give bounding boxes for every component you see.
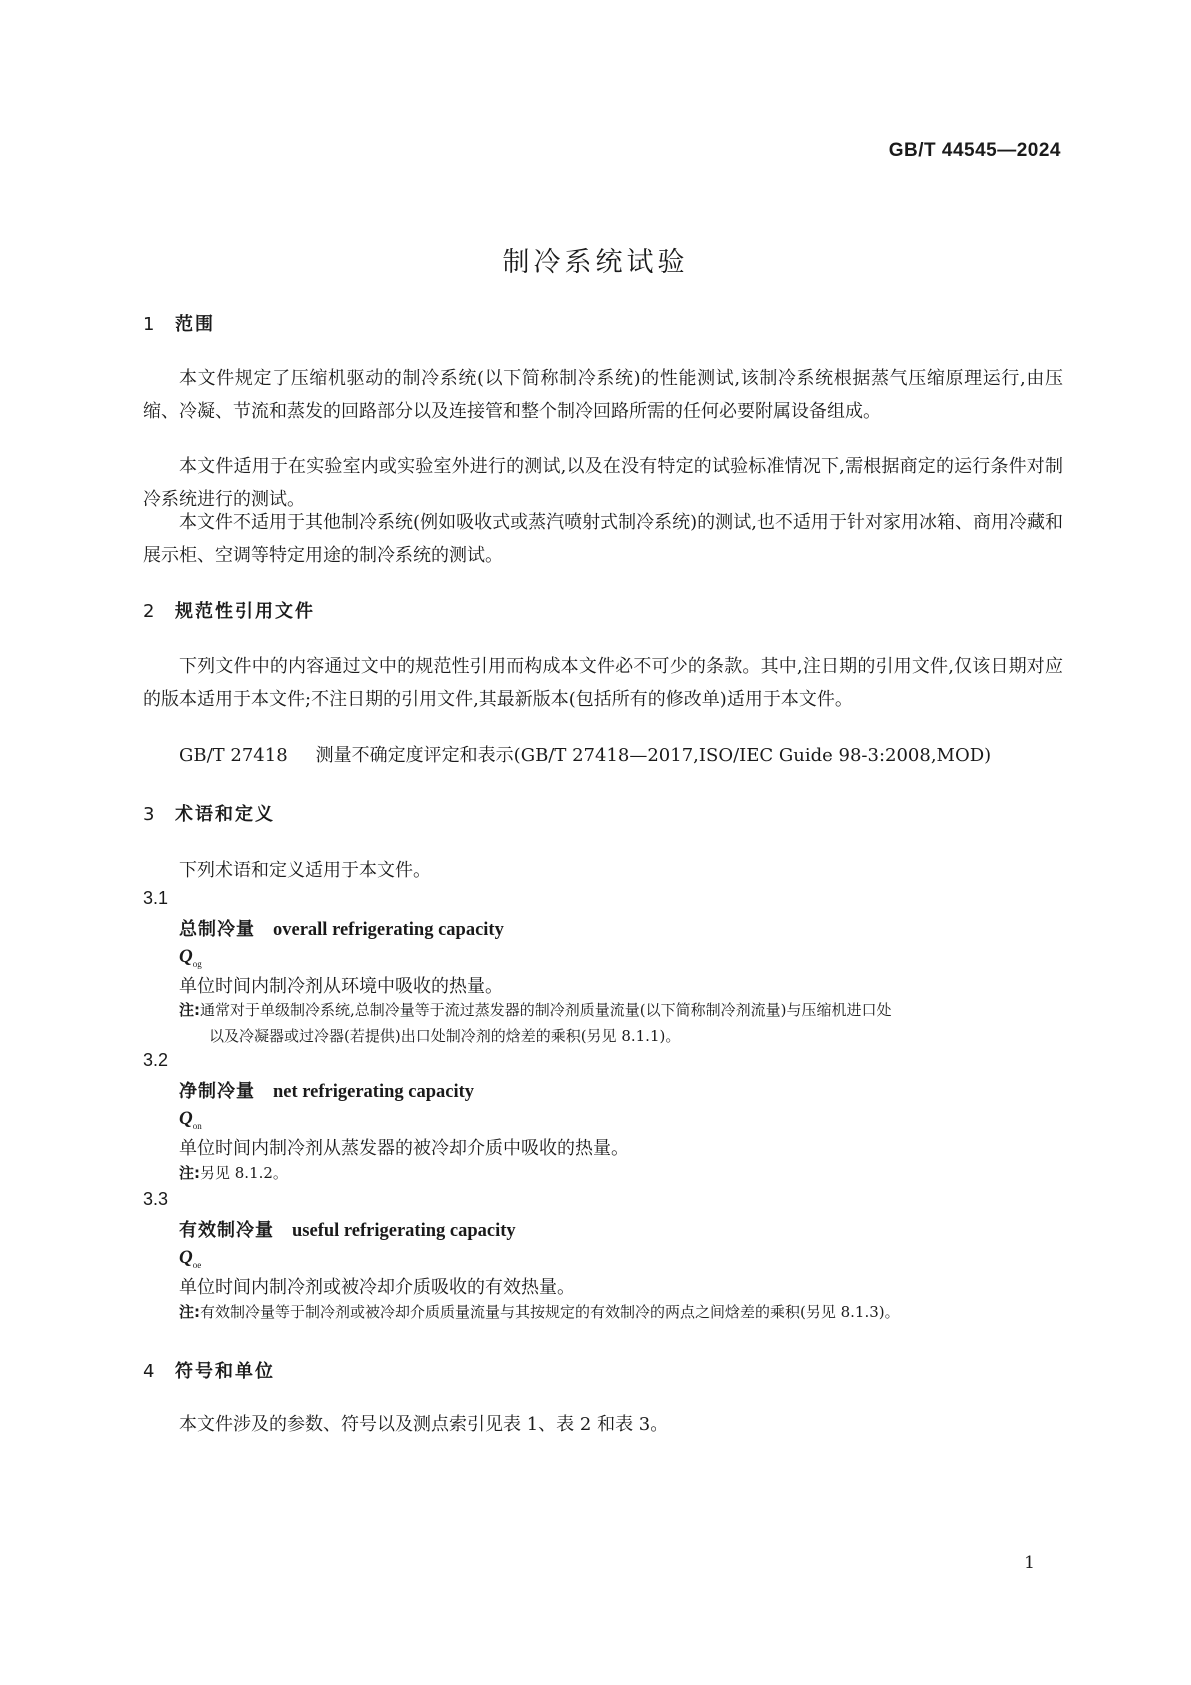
note-text-continued: 以及冷凝器或过冷器(若提供)出口处制冷剂的焓差的乘积(另见 8.1.1)。: [209, 1027, 681, 1045]
symbol-subscript: oe: [192, 1259, 202, 1270]
standard-code: GB/T 44545—2024: [888, 140, 1061, 161]
paragraph: 本文件适用于在实验室内或实验室外进行的测试,以及在没有特定的试验标准情况下,需根据商定的运行条件对制冷系统进行的测试。: [143, 456, 1063, 510]
term-en: useful refrigerating capacity: [292, 1221, 516, 1241]
note-label: 注:: [179, 1303, 200, 1321]
symbol-subscript: og: [192, 958, 202, 969]
term-note: [179, 997, 1063, 1049]
paragraph: 本文件涉及的参数、符号以及测点索引见表 1、表 2 和表 3。: [179, 1414, 669, 1435]
reference-code: GB/T 27418: [179, 745, 288, 766]
term-entry: [179, 1216, 516, 1242]
symbol-letter: Q: [179, 1108, 193, 1129]
term-zh: 净制冷量: [179, 1081, 255, 1102]
reference-title: 测量不确定度评定和表示(GB/T 27418—2017,ISO/IEC Guide 98-3:2008,MOD): [315, 745, 992, 766]
term-symbol: [179, 1247, 201, 1270]
term-definition: 单位时间内制冷剂从蒸发器的被冷却介质中吸收的热量。: [179, 1138, 629, 1159]
term-number: 3.1: [143, 888, 169, 908]
note-text: 另见 8.1.2。: [200, 1164, 288, 1182]
term-symbol: [179, 946, 202, 969]
term-entry: [179, 1077, 474, 1103]
paragraph: 本文件不适用于其他制冷系统(例如吸收式或蒸汽喷射式制冷系统)的测试,也不适用于针对家用冰箱、商用冷藏和展示柜、空调等特定用途的制冷系统的测试。: [143, 512, 1063, 566]
section-3-heading: [143, 800, 275, 826]
section-title: 符号和单位: [175, 1361, 275, 1382]
note-text: 有效制冷量等于制冷剂或被冷却介质质量流量与其按规定的有效制冷的两点之间焓差的乘积(另见 8.1.3)。: [200, 1303, 900, 1321]
paragraph: 下列术语和定义适用于本文件。: [179, 860, 431, 881]
section-1-heading: [143, 310, 215, 336]
section-title: 规范性引用文件: [175, 601, 315, 622]
normative-reference: [179, 741, 991, 767]
note-label: 注:: [179, 1164, 200, 1182]
term-entry: [179, 915, 504, 941]
note-label: 注:: [179, 1001, 200, 1019]
term-en: net refrigerating capacity: [273, 1082, 475, 1102]
term-number: 3.3: [143, 1189, 169, 1209]
section-4-heading: [143, 1357, 275, 1383]
section-title: 术语和定义: [175, 804, 275, 825]
note-text: 通常对于单级制冷系统,总制冷量等于流过蒸发器的制冷剂质量流量(以下简称制冷剂流量)与压缩机进口处: [200, 1001, 892, 1019]
section-number: 4: [143, 1361, 157, 1382]
term-note: [179, 1160, 1063, 1186]
section-number: 1: [143, 314, 157, 335]
term-en: overall refrigerating capacity: [273, 920, 504, 940]
symbol-letter: Q: [179, 1247, 193, 1268]
term-definition: 单位时间内制冷剂或被冷却介质吸收的有效热量。: [179, 1277, 575, 1298]
term-definition: 单位时间内制冷剂从环境中吸收的热量。: [179, 976, 503, 997]
section-2-heading: [143, 597, 315, 623]
paragraph: 本文件规定了压缩机驱动的制冷系统(以下简称制冷系统)的性能测试,该制冷系统根据蒸气压缩原理运行,由压缩、冷凝、节流和蒸发的回路部分以及连接管和整个制冷回路所需的任何必要附属设备组成。: [143, 368, 1063, 422]
term-zh: 有效制冷量: [179, 1220, 274, 1241]
page-title: 制冷系统试验: [502, 247, 689, 278]
term-zh: 总制冷量: [179, 919, 255, 940]
paragraph: 下列文件中的内容通过文中的规范性引用而构成本文件必不可少的条款。其中,注日期的引用文件,仅该日期对应的版本适用于本文件;不注日期的引用文件,其最新版本(包括所有的修改单)适用于本文件。: [143, 656, 1063, 710]
term-symbol: [179, 1108, 202, 1131]
section-number: 3: [143, 804, 157, 825]
symbol-letter: Q: [179, 946, 193, 967]
term-number: 3.2: [143, 1050, 169, 1070]
term-note: [179, 1299, 1063, 1325]
section-number: 2: [143, 601, 157, 622]
section-title: 范围: [175, 314, 215, 335]
page-number: 1: [1024, 1553, 1035, 1573]
symbol-subscript: on: [192, 1120, 202, 1131]
